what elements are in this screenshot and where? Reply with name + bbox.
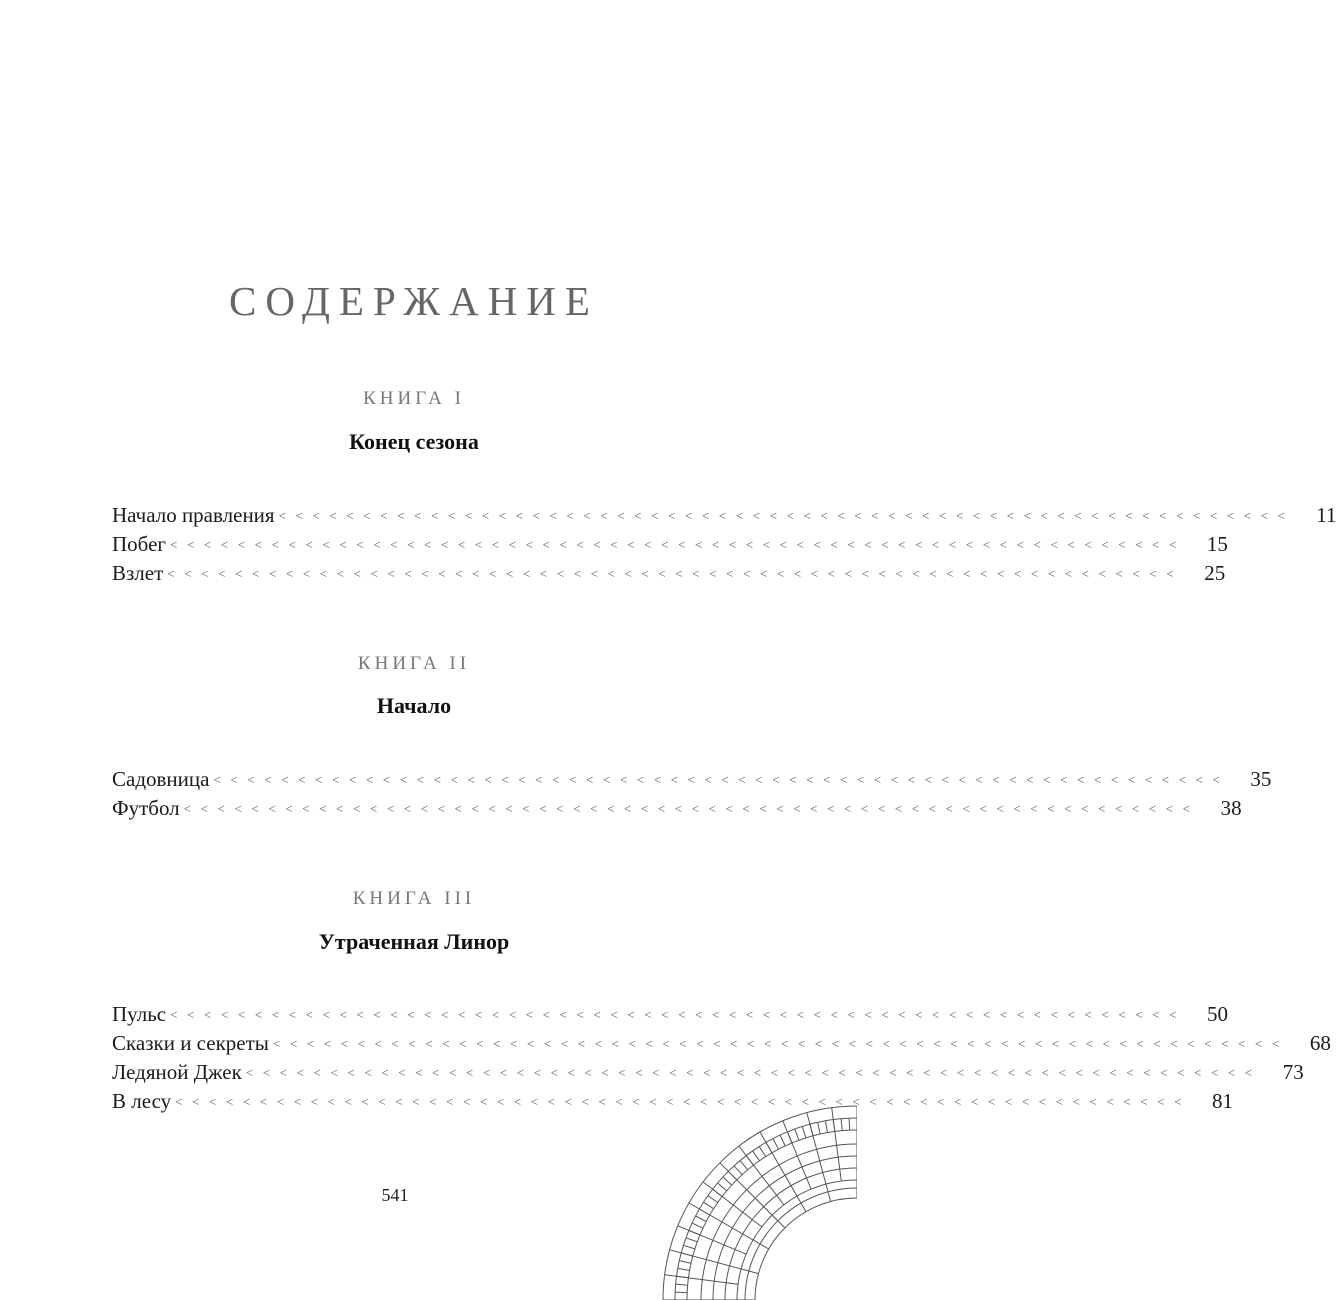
ornament-tick <box>787 1132 792 1143</box>
toc-entry-page: 15 <box>1206 532 1228 556</box>
toc-entry-page: 38 <box>1220 796 1242 820</box>
ornament-tick <box>723 1177 732 1185</box>
dot-leader: >>>>>>>>>>>>>>>>>>>>>>>>>>>>>>>>>>>>>>>>>>>>>>>>>>>>>>>>>>>> <box>272 1036 1289 1051</box>
ornament-tick <box>841 1119 842 1131</box>
ornament-spoke <box>665 1275 738 1285</box>
toc-entry-page: 68 <box>1309 1031 1331 1055</box>
ornament-ring <box>675 1118 1039 1300</box>
ornament-spoke <box>832 1108 842 1181</box>
book-3-title: Утраченная Линор <box>318 929 510 954</box>
ornament-tick <box>734 1166 742 1175</box>
ornament-tick <box>780 1135 785 1146</box>
ornament-tick <box>675 1292 687 1293</box>
ornament-spoke <box>670 1250 759 1274</box>
dot-leader: >>>>>>>>>>>>>>>>>>>>>>>>>>>>>>>>>>>>>>>>>>>>>>>>>>>>>>>>>>>> <box>245 1065 1262 1080</box>
toc-entry-title: Футбол <box>112 796 180 820</box>
toc-entry[interactable] <box>112 1031 1331 1060</box>
ornament-tick <box>699 1209 709 1215</box>
book-3-toc-list <box>112 1002 1331 1118</box>
ornament-tick <box>686 1238 697 1242</box>
ornament-tick <box>849 1118 850 1130</box>
ornament-tick <box>759 1147 766 1157</box>
ornament-spoke <box>807 1113 831 1202</box>
ornament-tick <box>681 1253 693 1256</box>
dot-leader: >>>>>>>>>>>>>>>>>>>>>>>>>>>>>>>>>>>>>>>>>>>>>>>>>>>>>>>>>>>> <box>213 772 1230 787</box>
dot-leader: >>>>>>>>>>>>>>>>>>>>>>>>>>>>>>>>>>>>>>>>>>>>>>>>>>>>>>>>>>>> <box>278 508 1295 523</box>
ornament-tick <box>740 1161 748 1170</box>
ornament-spoke <box>678 1226 746 1254</box>
dot-leader: >>>>>>>>>>>>>>>>>>>>>>>>>>>>>>>>>>>>>>>>>>>>>>>>>>>>>>>>>>>> <box>170 537 1186 552</box>
ornament-tick <box>679 1261 691 1264</box>
ornament-ring <box>755 1198 959 1300</box>
toc-entry-page: 81 <box>1212 1089 1234 1113</box>
toc-entry-title: Взлет <box>112 561 164 585</box>
toc-entry-title: Побег <box>112 532 167 556</box>
ornament-tick <box>728 1171 737 1180</box>
ornament-tick <box>677 1276 689 1278</box>
ornament-tick <box>802 1126 806 1138</box>
dot-leader: >>>>>>>>>>>>>>>>>>>>>>>>>>>>>>>>>>>>>>>>>>>>>>>>>>>>>>>>>>>> <box>175 1094 1192 1109</box>
book-1-label: КНИГА I <box>363 388 465 409</box>
toc-entry-page: 25 <box>1204 561 1226 585</box>
ornament-tick <box>746 1156 753 1166</box>
ornament-tick <box>825 1121 827 1133</box>
toc-entry-title: Пульс <box>112 1002 167 1026</box>
dot-leader: >>>>>>>>>>>>>>>>>>>>>>>>>>>>>>>>>>>>>>>>>>>>>>>>>>>>>>>>>>>> <box>167 566 1184 581</box>
toc-entry[interactable] <box>112 796 1242 825</box>
toc-entry[interactable] <box>112 561 1226 590</box>
ornament-tick <box>689 1230 700 1235</box>
book-3-label: КНИГА III <box>352 888 476 909</box>
ornament-tick <box>692 1223 703 1228</box>
ornament-tick <box>818 1122 821 1134</box>
toc-entry[interactable] <box>112 503 1336 532</box>
toc-entry-title: Ледяной Джек <box>112 1060 242 1084</box>
ornament-ring <box>713 1156 1001 1300</box>
toc-entry-page: 11 <box>1316 503 1336 527</box>
ornament-tick <box>676 1284 688 1285</box>
book-1-toc-list <box>112 503 1336 590</box>
ornament-ring <box>701 1144 1013 1300</box>
ornament-tick <box>683 1245 695 1249</box>
ornament-tick <box>753 1151 760 1161</box>
ornament-tick <box>696 1216 707 1222</box>
ornament-ring <box>687 1130 1027 1300</box>
ornament-spoke <box>689 1203 769 1249</box>
dot-leader: >>>>>>>>>>>>>>>>>>>>>>>>>>>>>>>>>>>>>>>>>>>>>>>>>>>>>>>>>>>> <box>183 801 1200 816</box>
toc-entry-title: Сказки и секреты <box>112 1031 269 1055</box>
toc-entry-page: 35 <box>1250 767 1272 791</box>
toc-entry[interactable] <box>112 1089 1234 1118</box>
toc-entry[interactable] <box>112 767 1272 796</box>
ornament-tick <box>795 1129 799 1140</box>
book-2-toc-list <box>112 767 1272 825</box>
page-number: 541 <box>381 1185 409 1205</box>
toc-entry-title: В лесу <box>112 1089 172 1113</box>
ornament-tick <box>833 1120 835 1132</box>
book-2-title: Начало <box>376 693 452 718</box>
toc-entry[interactable] <box>112 1002 1229 1031</box>
ornament-tick <box>678 1268 690 1270</box>
toc-entry-page: 50 <box>1207 1002 1229 1026</box>
ornament-tick <box>810 1124 813 1136</box>
toc-entry[interactable] <box>112 532 1228 561</box>
toc-entry-title: Начало правления <box>112 503 275 527</box>
toc-entry[interactable] <box>112 1060 1304 1089</box>
book-2-label: КНИГА II <box>357 653 471 674</box>
dot-leader: >>>>>>>>>>>>>>>>>>>>>>>>>>>>>>>>>>>>>>>>>>>>>>>>>>>>>>>>>>>> <box>170 1007 1187 1022</box>
toc-entry-page: 73 <box>1282 1060 1304 1084</box>
toc-entry-title: Садовница <box>112 767 210 791</box>
book-1-title: Конец сезона <box>349 429 479 454</box>
page-title: СОДЕРЖАНИЕ <box>229 278 599 325</box>
ornament-tick <box>766 1142 772 1152</box>
ornament-spoke <box>783 1121 811 1189</box>
ornament-tick <box>773 1139 779 1150</box>
